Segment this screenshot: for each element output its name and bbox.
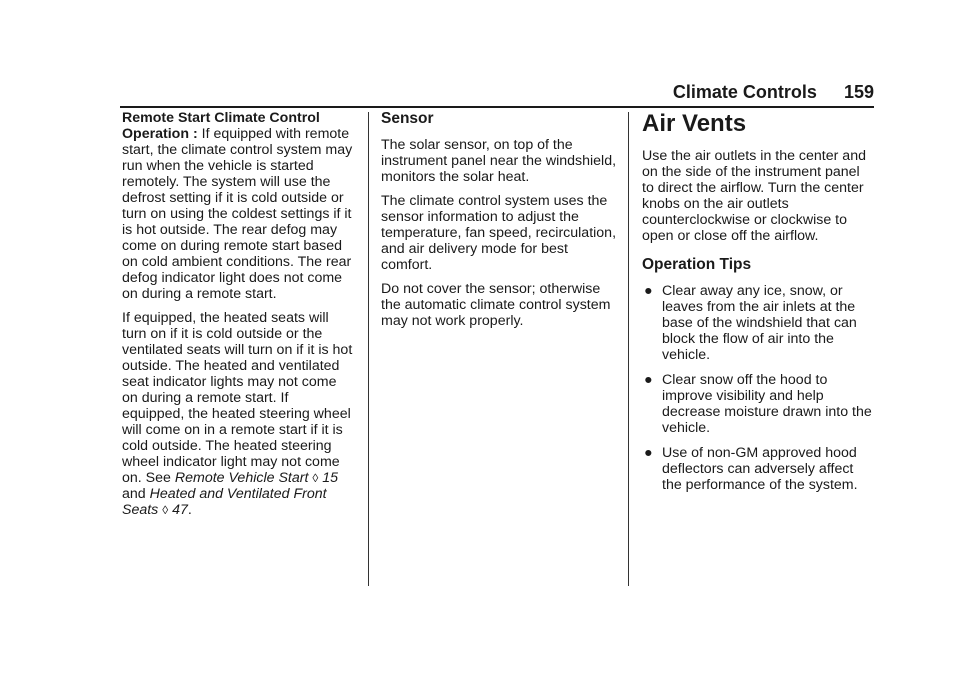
header-rule — [120, 106, 874, 108]
xref-heated-ventilated-seats[interactable]: Heated and Ventilated Front Seats — [122, 486, 327, 518]
remote-start-paragraph — [122, 110, 354, 302]
tip-text: Use of non-GM approved hood deflectors can adversely affect the performance of the system. — [662, 445, 858, 493]
remote-start-heading: Remote Start Climate Control Operation : — [122, 110, 320, 142]
section-title: Climate Controls — [672, 82, 817, 102]
air-vents-intro: Use the air outlets in the center and on the side of the instrument panel to direct the airflow. Turn the center knobs on the air outlets counterclockwise or clockwise to open or close off the airflow. — [642, 148, 866, 244]
sensor-paragraph: The solar sensor, on top of the instrument panel near the windshield, monitors the solar heat. — [381, 137, 617, 185]
column-air-vents — [642, 110, 874, 502]
xref-page-47[interactable]: 47 — [172, 502, 188, 518]
tip-text: Clear away any ice, snow, or leaves from the air inlets at the base of the windshield that can block the flow of air into the vehicle. — [662, 283, 857, 363]
bullet-icon: ● — [644, 445, 653, 461]
list-item — [642, 372, 874, 436]
air-vents-heading: Air Vents — [642, 110, 747, 137]
operation-tips-list — [642, 283, 874, 493]
list-item — [642, 445, 874, 493]
bullet-icon: ● — [644, 372, 653, 388]
tip-text: Clear snow off the hood to improve visibility and help decrease moisture drawn into the vehicle. — [662, 372, 872, 436]
list-item — [642, 283, 874, 363]
column-divider-1 — [368, 112, 369, 586]
sensor-paragraph: The climate control system uses the sensor information to adjust the temperature, fan speed, recirculation, and air delivery mode for best comfort. — [381, 193, 617, 273]
xref-page-icon: ◊ — [162, 503, 169, 517]
page-number: 159 — [843, 82, 874, 102]
remote-start-body: If equipped with remote start, the climate control system may run when the vehicle is started remotely. The system will use the defrost setting if it is cold outside or turn on using the coldest settings if it is hot outside. The rear defog may come on during remote start based on cold ambient conditions. The rear defog indicator light does not come on during a remote start. — [122, 126, 353, 302]
xref-page-icon: ◊ — [312, 471, 319, 485]
xref-page-15[interactable]: 15 — [322, 470, 339, 486]
column-divider-2 — [628, 112, 629, 586]
page-header — [673, 82, 874, 103]
heated-seats-paragraph — [122, 310, 354, 518]
heated-seats-body: If equipped, the heated seats will turn on if it is cold outside or the ventilated seats will turn on if it is hot outside. The heated and ventilated seat indicator lights may not come on during a remote start. If equipped, the heated steering wheel will come on in a remote start if it is cold outside. The heated steering wheel indicator light may not come on. See — [122, 310, 353, 486]
and-text: and — [122, 486, 146, 502]
period: . — [187, 502, 192, 518]
sensor-heading: Sensor — [381, 110, 434, 127]
bullet-icon: ● — [644, 283, 653, 299]
column-sensor — [381, 110, 617, 337]
xref-remote-vehicle-start[interactable]: Remote Vehicle Start — [174, 470, 309, 486]
sensor-paragraph: Do not cover the sensor; otherwise the automatic climate control system may not work properly. — [381, 281, 611, 329]
operation-tips-heading: Operation Tips — [642, 256, 752, 273]
column-remote-start — [122, 110, 354, 526]
